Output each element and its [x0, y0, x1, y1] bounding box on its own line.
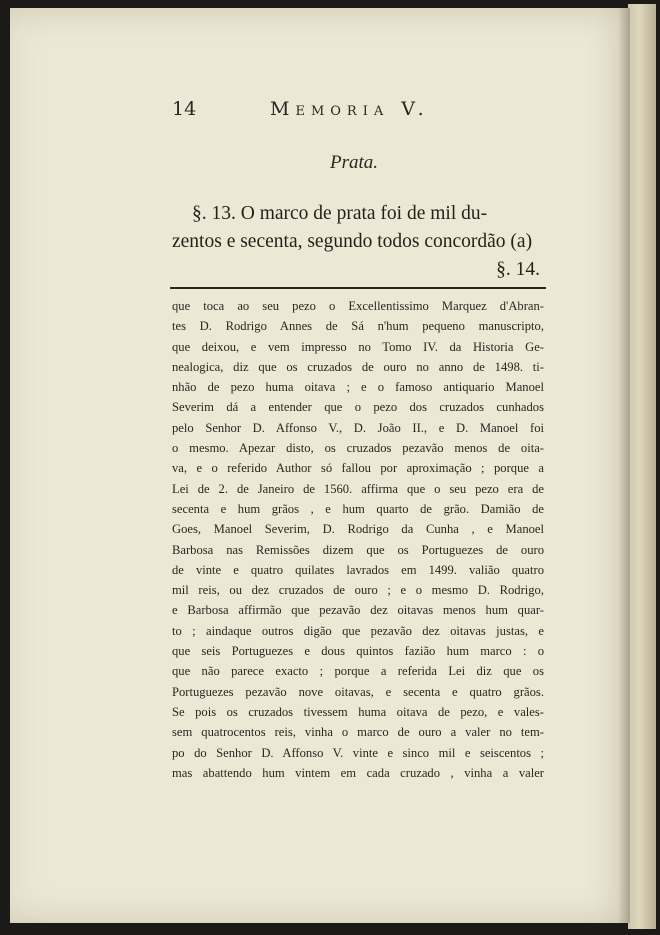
- footnote-line: e Barbosa affirmão que pezavão dez oitavas menos hum quar-: [172, 603, 544, 618]
- footnote-line: Portuguezes pezavão nove oitavas, e secenta e quatro grãos.: [172, 684, 544, 699]
- running-title: Memoria V.: [270, 98, 430, 120]
- page-number: 14: [172, 98, 197, 120]
- main-text-line: §. 13. O marco de prata foi de mil du-: [192, 203, 488, 224]
- main-text: [172, 200, 544, 284]
- footnote-line: nealogica, diz que os cruzados de ouro no anno de 1498. ti-: [172, 359, 544, 374]
- footnote-line: que toca ao seu pezo o Excellentissimo Marquez d'Abran-: [172, 299, 544, 313]
- footnote-line: Goes, Manoel Severim, D. Rodrigo da Cunha , e Manoel: [172, 522, 544, 537]
- footnote-line: Lei de 2. de Janeiro de 1560. affirma que o seu pezo era de: [172, 481, 544, 496]
- footnote-line: mil reis, ou dez cruzados de ouro ; e o mesmo D. Rodrigo,: [172, 583, 544, 598]
- footnote-line: Barbosa nas Remissões dizem que os Portuguezes de ouro: [172, 542, 544, 557]
- footnote-line: que seis Portuguezes e dous quintos fazião hum marco : o: [172, 644, 544, 659]
- footnote-line: mas abattendo hum vintem em cada cruzado , vinha a valer: [172, 765, 544, 780]
- footnote-divider: [170, 287, 546, 289]
- footnote: [172, 296, 544, 783]
- footnote-line: pelo Senhor D. Affonso V., D. João II., e D. Manoel foi: [172, 420, 544, 435]
- main-text-line: zentos e secenta, segundo todos concordão (a): [172, 231, 533, 252]
- section-title: Prata.: [330, 152, 379, 173]
- footnote-line: o mesmo. Apezar disto, os cruzados pezavão menos de oita-: [172, 441, 544, 456]
- next-page-edge: [628, 4, 656, 929]
- footnote-line: que deixou, e vem impresso no Tomo IV. da Historia Ge-: [172, 339, 544, 354]
- footnote-line: to ; aindaque outros digão que pezavão dez oitavas justas, e: [172, 623, 544, 638]
- footnote-line: de vinte e quatro quilates lavrados em 1499. valião quatro: [172, 562, 544, 577]
- footnote-line: va, e o referido Author só fallou por aproximação ; porque a: [172, 461, 544, 476]
- footnote-line: secenta e hum grãos , e hum quarto de grão. Damião de: [172, 501, 544, 516]
- page-header: [158, 98, 458, 122]
- footnote-line: Severim dá a entender que o pezo dos cruzados cunhados: [172, 400, 544, 415]
- footnote-line: tes D. Rodrigo Annes de Sá n'hum pequeno manuscripto,: [172, 319, 544, 334]
- page-gutter-shadow: [618, 8, 630, 923]
- footnote-line: que não parece exacto ; porque a referida Lei diz que os: [172, 664, 544, 679]
- footnote-line: nhão de pezo huma oitava ; e o famoso antiquario Manoel: [172, 380, 544, 395]
- catchword: §. 14.: [496, 259, 540, 280]
- footnote-line: Se pois os cruzados tivessem huma oitava de pezo, e vales-: [172, 704, 544, 719]
- footnote-line: po do Senhor D. Affonso V. vinte e sinco mil e seiscentos ;: [172, 745, 544, 760]
- footnote-line: sem quatrocentos reis, vinha o marco de ouro a valer no tem-: [172, 725, 544, 740]
